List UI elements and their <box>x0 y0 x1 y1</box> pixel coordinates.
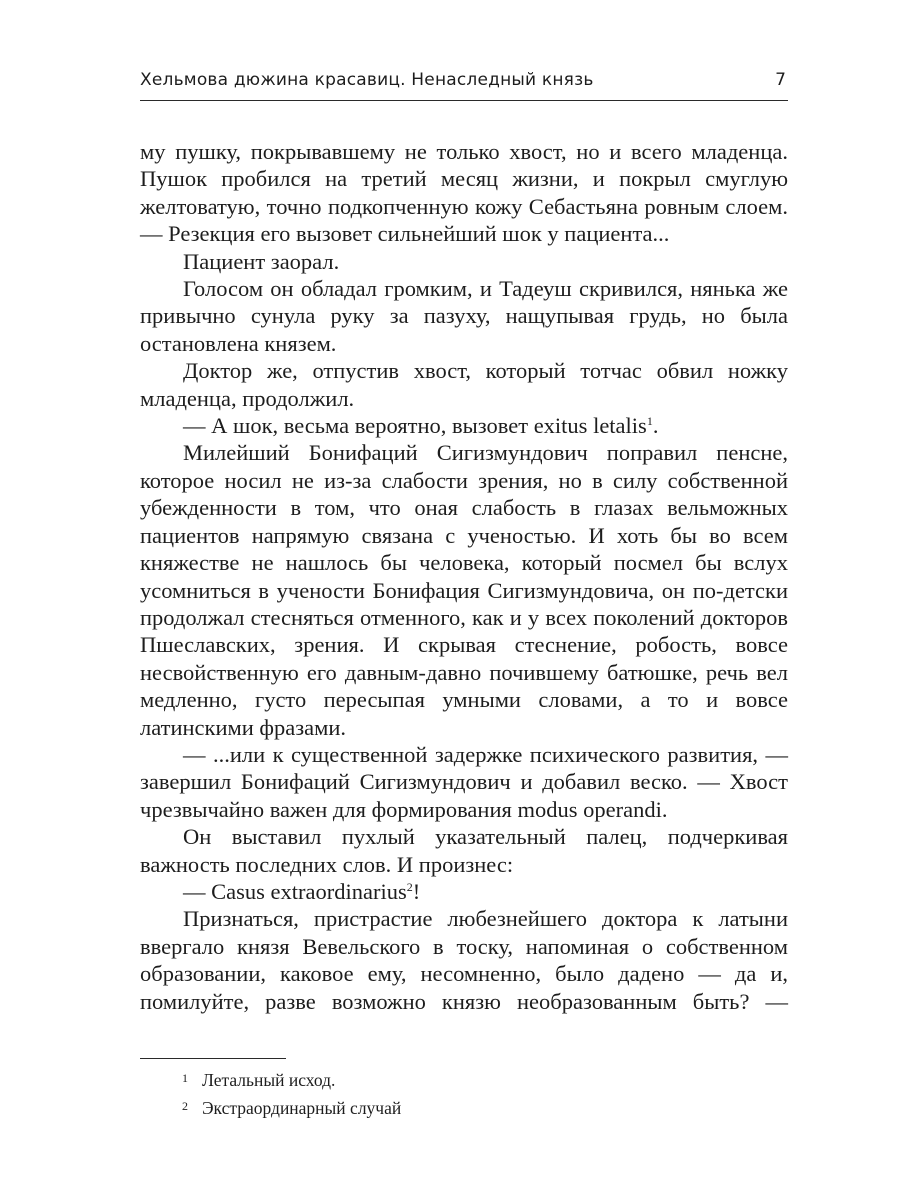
page-number: 7 <box>775 70 786 90</box>
dialogue-text: — А шок, весьма вероятно, вызовет exitus letalis <box>183 413 647 439</box>
footnote-2 <box>182 1094 782 1122</box>
footnote-1 <box>182 1066 782 1094</box>
dialogue-line <box>140 878 788 905</box>
paragraph: Пациент заорал. <box>183 248 340 274</box>
footnote-mark: 2 <box>182 1099 188 1113</box>
paragraph: Он выставил пухлый указательный палец, подчеркивая важность последних слов. И произнес: <box>140 824 788 877</box>
footnote-text: Летальный исход. <box>202 1070 336 1090</box>
main-text <box>140 138 788 1015</box>
running-title: Хельмова дюжина красавиц. Ненаследный князь <box>140 70 594 90</box>
paragraph-continuation: му пушку, покрывавшему не только хвост, но и всего младенца. Пушок пробился на третий месяц жизни, и покрыл смуглую желтоватую, точно подкопченную кожу Себастьяна ровным слоем. — Резекция его вызовет сильнейший шок у пациента... <box>140 139 788 247</box>
dialogue-line <box>140 412 788 439</box>
dialogue-end: . <box>652 413 659 439</box>
paragraph: Милейший Бонифаций Сигизмундович поправил пенсне, которое носил не из-за слабости зрения, но в силу собственной убежденности в том, что оная слабость в глазах вельможных пациентов напрямую связана с ученостью. И хоть бы во всем княжестве не нашлось бы человека, который посмел бы вслух усомниться в учености Бонифация Сигизмундовича, он по-детски продолжал стесняться отменного, как и у всех поколений докторов Пшеславских, зрения. И скрывая стеснение, робость, вовсе несвойственную его давным-давно почившему батюшке, речь вел медленно, густо пересыпая умными словами, а то и вовсе латинскими фразами. <box>140 440 788 740</box>
dialogue-end: ! <box>412 878 421 904</box>
paragraph: Доктор же, отпустив хвост, который тотчас обвил ножку младенца, продолжил. <box>140 358 788 411</box>
footnotes <box>182 1066 782 1122</box>
paragraph: — ...или к существенной задержке психического развития, — завершил Бонифаций Сигизмундович и добавил веско. — Хвост чрезвычайно важен для формирования modus operandi. <box>140 741 788 822</box>
footnote-ref[interactable]: 2 <box>406 879 413 894</box>
paragraph-continues: Признаться, пристрастие любезнейшего доктора к латыни ввергало князя Вевельского в тоску, напоминая о собственном образовании, каковое ему, несомненно, было дадено — да и, помилуйте, разве возможно князю необразованным быть? — <box>140 906 788 1014</box>
dialogue-text: — Casus extraordinarius <box>183 878 407 904</box>
footnote-divider <box>140 1058 286 1059</box>
running-header <box>140 68 788 101</box>
footnote-mark: 1 <box>182 1071 188 1085</box>
footnote-ref[interactable]: 1 <box>646 414 653 429</box>
footnote-text: Экстраординарный случай <box>202 1098 402 1118</box>
paragraph: Голосом он обладал громким, и Тадеуш скривился, нянька же привычно сунула руку за пазуху, нащупывая грудь, но была остановлена князем. <box>140 276 788 356</box>
